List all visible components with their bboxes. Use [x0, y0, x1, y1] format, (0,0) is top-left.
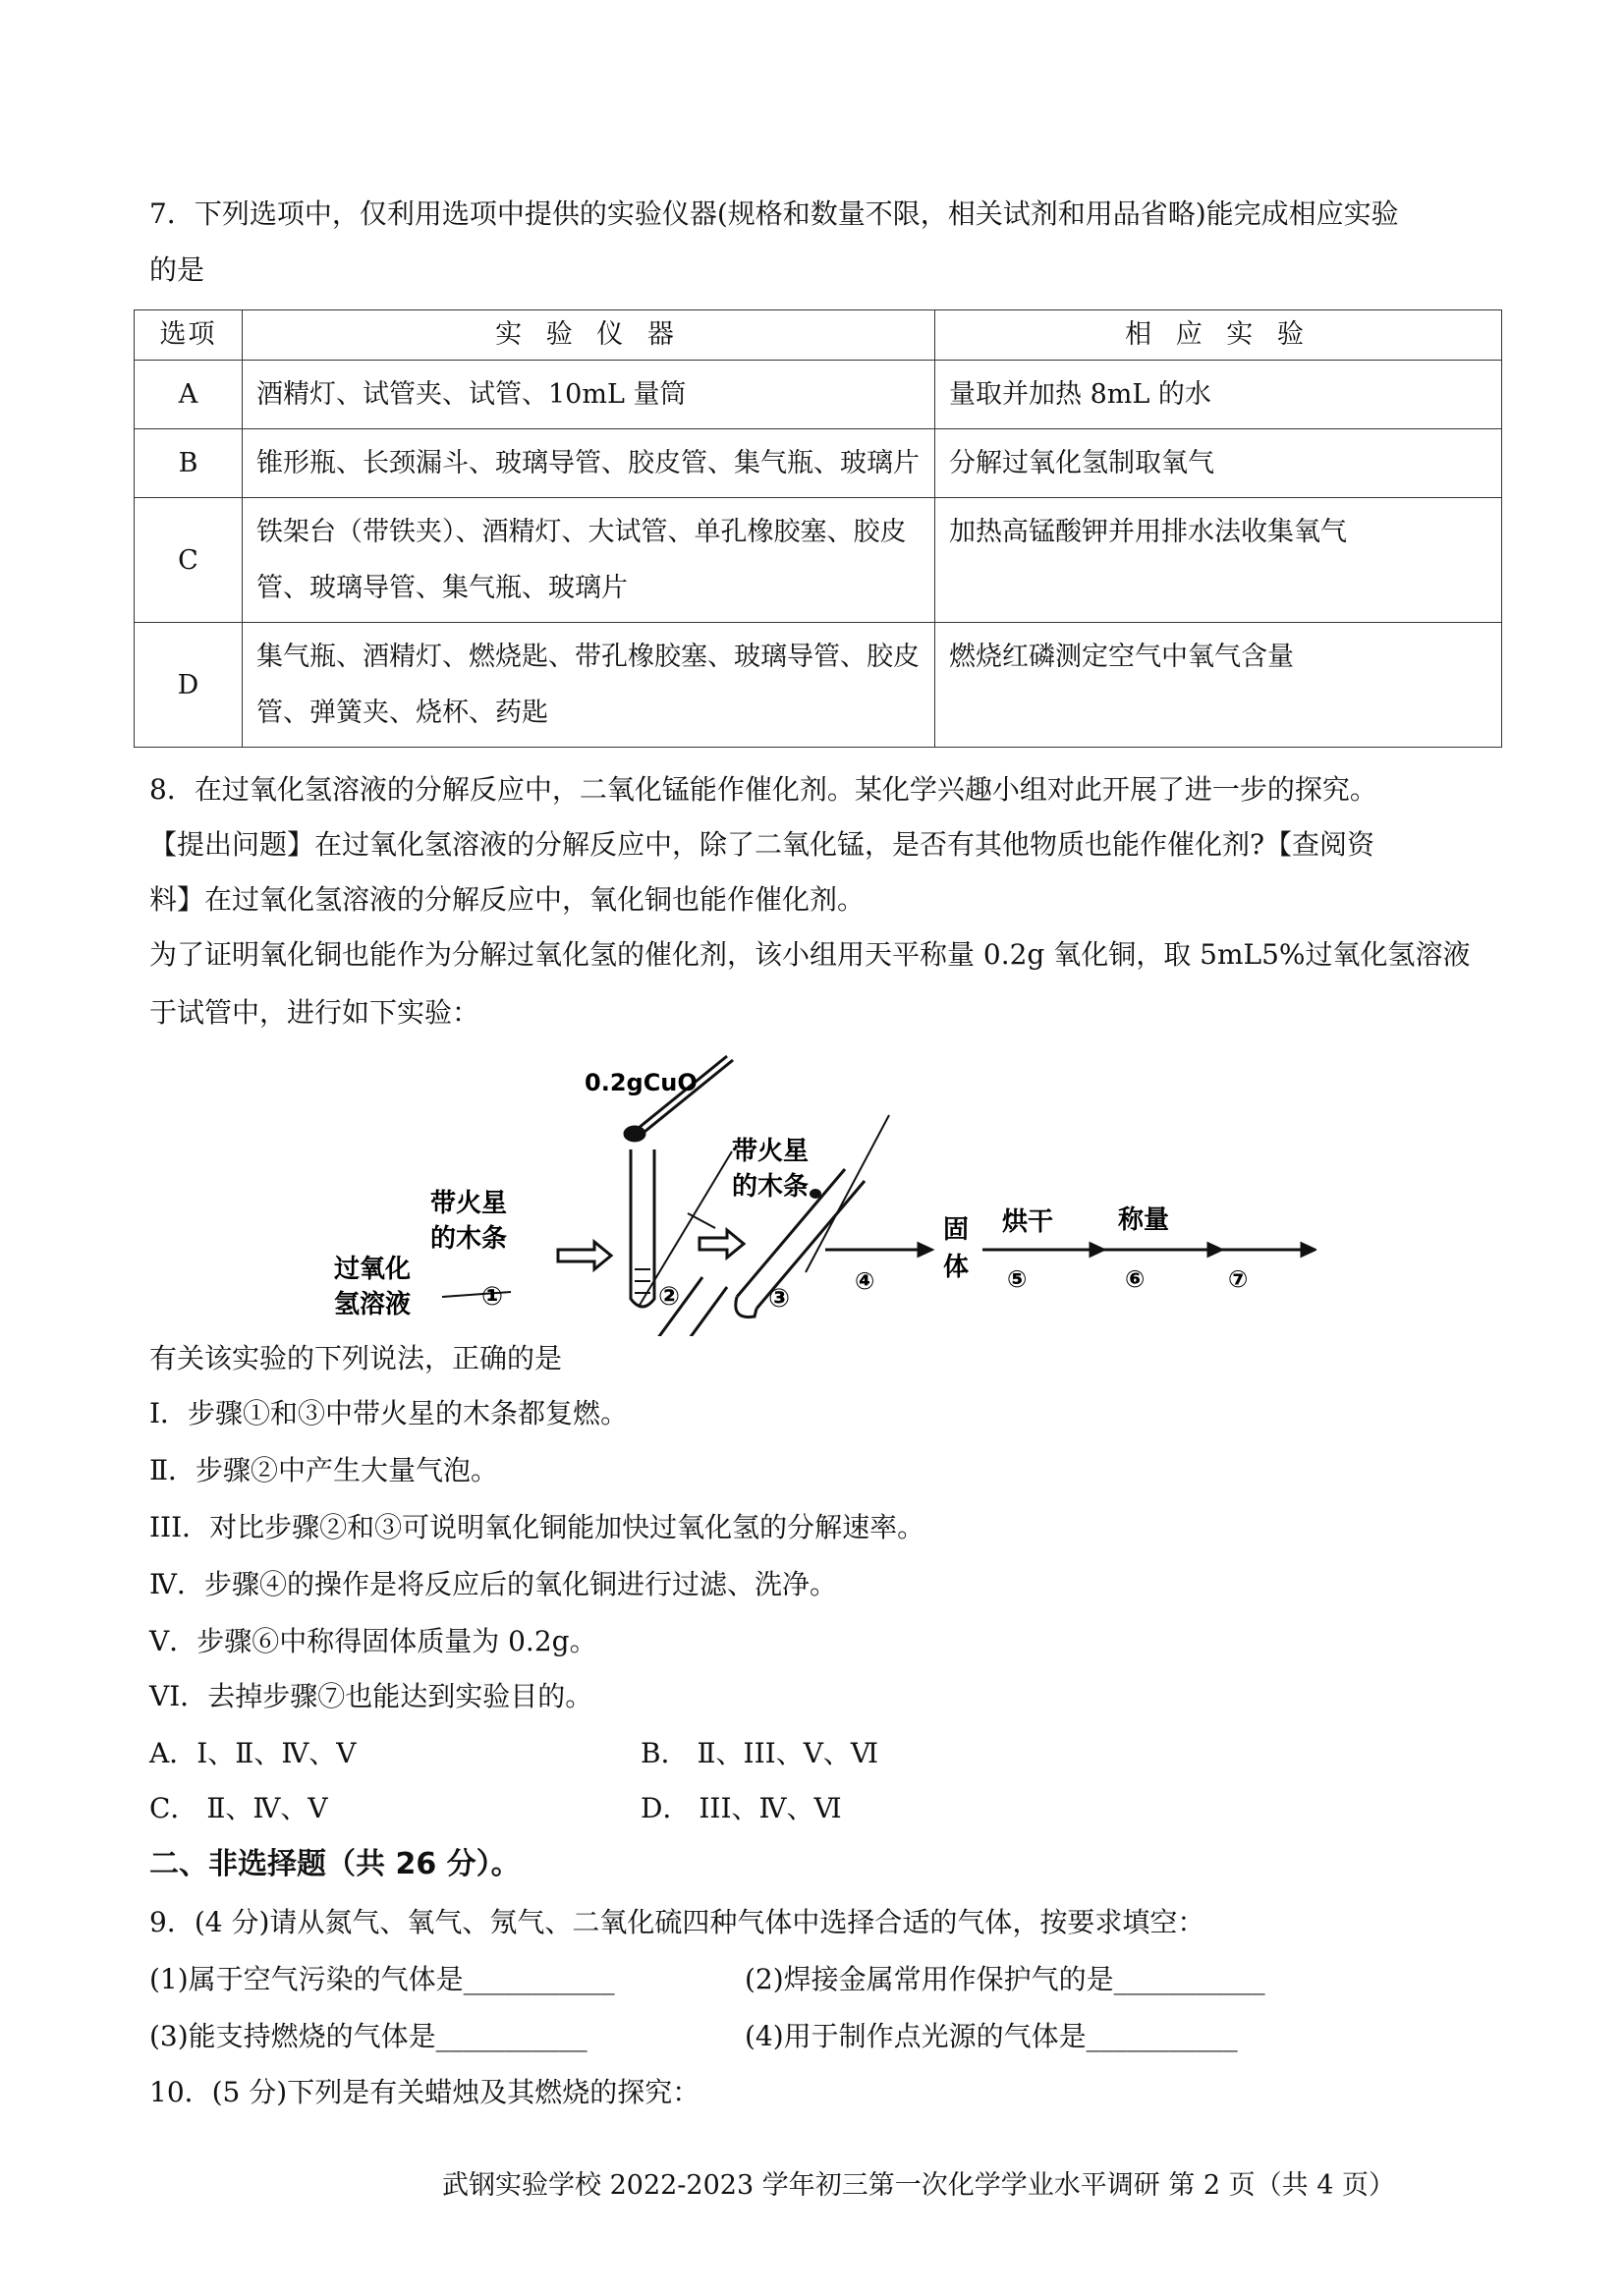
step-3-label: ③	[768, 1284, 791, 1314]
dry-label: 烘干	[1002, 1207, 1054, 1237]
row-experiment: 量取并加热 8mL 的水	[935, 361, 1502, 429]
q8-option-d: D． III、Ⅳ、Ⅵ	[641, 1792, 842, 1824]
step-2-label: ②	[658, 1282, 681, 1312]
q8-question-line2: 料】在过氧化氢溶液的分解反应中，氧化铜也能作催化剂。	[149, 883, 866, 916]
row-instruments: 酒精灯、试管夹、试管、10mL 量筒	[243, 361, 935, 429]
splint-label-2b: 的木条	[732, 1172, 810, 1202]
splint-label-1b: 的木条	[430, 1224, 508, 1254]
row-instruments: 集气瓶、酒精灯、燃烧匙、带孔橡胶塞、玻璃导管、胶皮管、弹簧夹、烧杯、药匙	[243, 623, 935, 748]
q8-option-c: C． Ⅱ、Ⅳ、Ⅴ	[149, 1792, 328, 1824]
q9-stem: 9．(4 分)请从氮气、氧气、氖气、二氧化硫四种气体中选择合适的气体，按要求填空：	[149, 1906, 1205, 1938]
q8-statement: Ⅳ．步骤④的操作是将反应后的氧化铜进行过滤、洗净。	[149, 1568, 837, 1600]
q7-table	[134, 309, 1502, 748]
test-tube-2-icon	[631, 1149, 654, 1307]
cuo-label: 0.2gCuO	[585, 1069, 698, 1096]
section-heading: 二、非选择题（共 26 分）。	[149, 1847, 521, 1881]
q8-option-b: B． Ⅱ、III、Ⅴ、Ⅵ	[641, 1737, 879, 1769]
q8-intro: 8．在过氧化氢溶液的分解反应中，二氧化锰能作催化剂。某化学兴趣小组对此开展了进一步的探究。	[149, 773, 1377, 806]
step-1-label: ①	[481, 1282, 504, 1312]
q9-part-3: (3)能支持燃烧的气体是___________	[149, 2020, 588, 2052]
q8-method-line2: 于试管中，进行如下实验：	[149, 996, 480, 1029]
solution-label-b: 氢溶液	[334, 1290, 412, 1319]
q7-stem-line1: 7．下列选项中，仅利用选项中提供的实验仪器(规格和数量不限，相关试剂和用品省略)能完成相应实验	[149, 197, 1399, 230]
experiment-diagram	[314, 1041, 1316, 1336]
row-experiment: 加热高锰酸钾并用排水法收集氧气	[935, 498, 1502, 623]
row-instruments: 铁架台（带铁夹）、酒精灯、大试管、单孔橡胶塞、胶皮管、玻璃导管、集气瓶、玻璃片	[243, 498, 935, 623]
solid-label-a: 固	[943, 1215, 970, 1245]
table-row	[135, 623, 1502, 748]
q10-stem: 10．(5 分)下列是有关蜡烛及其燃烧的探究：	[149, 2076, 700, 2108]
q8-prompt: 有关该实验的下列说法，正确的是	[149, 1342, 563, 1374]
step-7-label: ⑦	[1228, 1265, 1249, 1293]
q9-part-1: (1)属于空气污染的气体是___________	[149, 1963, 615, 1995]
q8-statement: Ⅰ．步骤①和③中带火星的木条都复燃。	[149, 1397, 629, 1429]
q7-stem-line2: 的是	[149, 253, 205, 286]
splint-label-1a: 带火星	[430, 1189, 508, 1218]
q8-option-a: A．Ⅰ、Ⅱ、Ⅳ、Ⅴ	[149, 1737, 357, 1769]
step-5-label: ⑤	[1007, 1265, 1028, 1293]
q8-question-line1: 【提出问题】在过氧化氢溶液的分解反应中，除了二氧化锰，是否有其他物质也能作催化剂?【查阅资	[149, 828, 1375, 861]
splint-label-2a: 带火星	[732, 1137, 810, 1166]
arrow-right-icon	[700, 1230, 744, 1258]
header-experiment: 相 应 实 验	[935, 310, 1502, 361]
q8-method-line1: 为了证明氧化铜也能作为分解过氧化氢的催化剂，该小组用天平称量 0.2g 氧化铜，取 5mL5%过氧化氢溶液	[149, 938, 1471, 971]
q8-statement: VI．去掉步骤⑦也能达到实验目的。	[149, 1680, 593, 1712]
row-experiment: 分解过氧化氢制取氧气	[935, 429, 1502, 498]
weigh-label: 称量	[1118, 1205, 1170, 1235]
q9-part-2: (2)焊接金属常用作保护气的是___________	[745, 1963, 1265, 1995]
row-option: C	[135, 498, 243, 623]
row-option: B	[135, 429, 243, 498]
q8-statement: V．步骤⑥中称得固体质量为 0.2g。	[149, 1625, 597, 1657]
header-option: 选项	[135, 310, 243, 361]
table-row	[135, 429, 1502, 498]
row-option: A	[135, 361, 243, 429]
row-experiment: 燃烧红磷测定空气中氧气含量	[935, 623, 1502, 748]
arrow-right-icon	[558, 1242, 611, 1269]
table-header-row	[135, 310, 1502, 361]
header-instruments: 实 验 仪 器	[243, 310, 935, 361]
step-4-label: ④	[855, 1267, 875, 1295]
row-option: D	[135, 623, 243, 748]
solid-label-b: 体	[943, 1253, 970, 1282]
solution-label-a: 过氧化	[334, 1255, 412, 1284]
step-6-label: ⑥	[1125, 1265, 1146, 1293]
page-footer: 武钢实验学校 2022-2023 学年初三第一次化学学业水平调研 第 2 页（共 4 页）	[442, 2170, 1395, 2201]
flow-arrow-icon	[825, 1244, 1315, 1256]
q8-statement: III．对比步骤②和③可说明氧化铜能加快过氧化氢的分解速率。	[149, 1511, 925, 1543]
table-row	[135, 498, 1502, 623]
splint-glow-icon	[810, 1189, 821, 1199]
q9-part-4: (4)用于制作点光源的气体是___________	[745, 2020, 1238, 2052]
row-instruments: 锥形瓶、长颈漏斗、玻璃导管、胶皮管、集气瓶、玻璃片	[243, 429, 935, 498]
table-row	[135, 361, 1502, 429]
q8-statement: Ⅱ．步骤②中产生大量气泡。	[149, 1454, 499, 1486]
